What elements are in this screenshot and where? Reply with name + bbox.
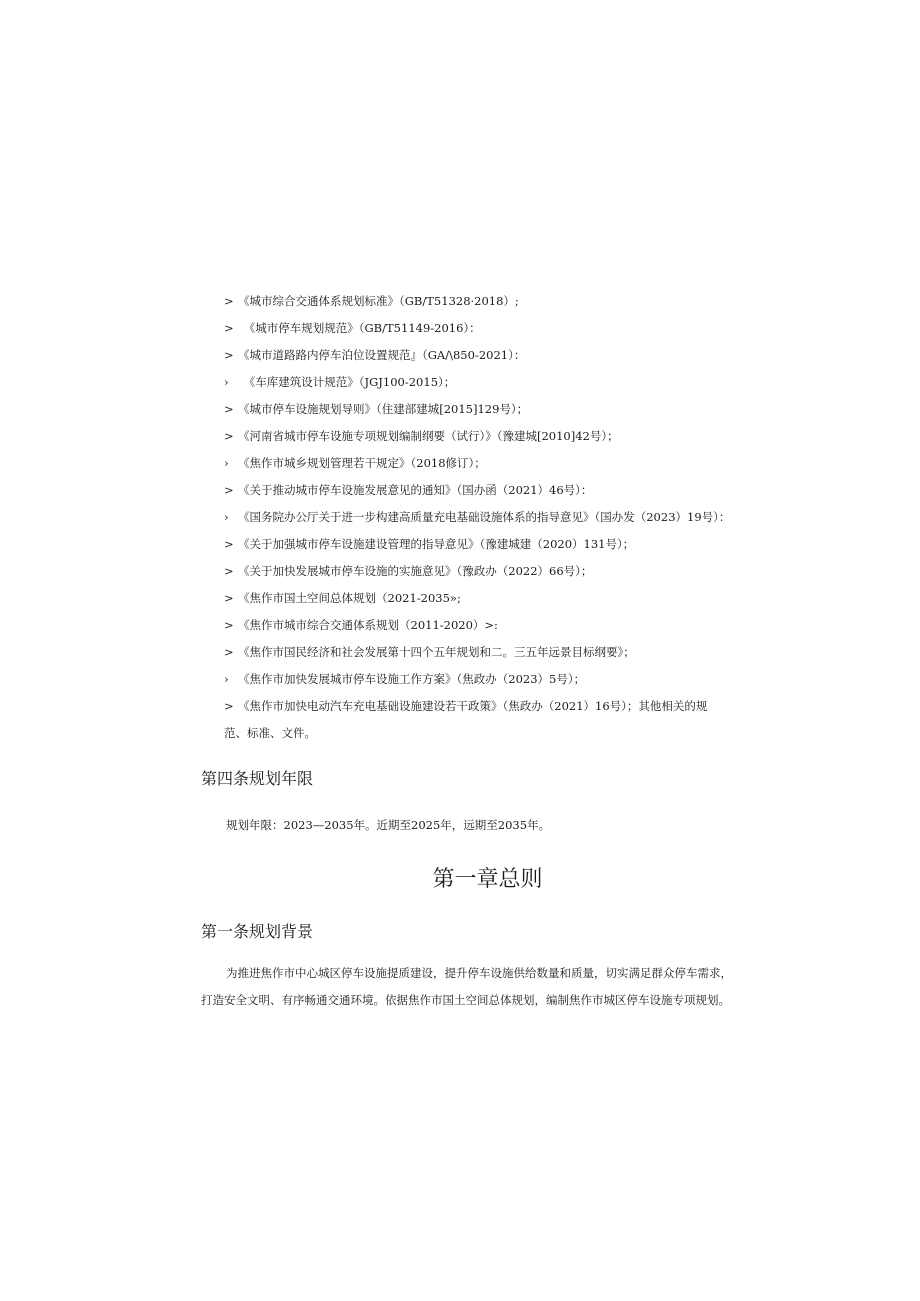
reference-item <box>224 612 784 639</box>
reference-text: 《河南省城市停车设施专项规划编制纲要（试行）》（豫建城[2010]42号）； <box>238 429 619 443</box>
reference-item <box>224 558 784 585</box>
reference-text: 《焦作市城市综合交通体系规划（2011-2020）>: <box>238 618 498 632</box>
reference-item <box>224 450 784 477</box>
section-paragraph: 打造安全文明、有序畅通交通环境。依据焦作市国土空间总体规划，编制焦作市城区停车设施专项规划。 <box>201 993 730 1007</box>
reference-item <box>224 288 784 315</box>
reference-item <box>224 423 784 450</box>
reference-item <box>224 639 784 666</box>
reference-text: 《车库建筑设计规范》（JGJ100-2015）； <box>238 375 456 389</box>
reference-item <box>224 504 784 531</box>
reference-text: 《城市综合交通体系规划标准》（GB/T51328·2018）; <box>238 294 519 308</box>
bullet-marker: > <box>224 537 234 551</box>
reference-text: 《关于加强城市停车设施建设管理的指导意见》（豫建城建（2020）131号）； <box>238 537 635 551</box>
reference-text: 《关于加快发展城市停车设施的实施意见》（豫政办（2022）66号）； <box>238 564 593 578</box>
reference-text: 《城市停车规划规范》（GB/T51149-2016）： <box>238 321 481 335</box>
bullet-marker: › <box>224 456 229 470</box>
bullet-marker: > <box>224 294 234 308</box>
bullet-marker: › <box>224 375 229 389</box>
bullet-marker: > <box>224 699 234 713</box>
reference-item <box>224 585 784 612</box>
reference-item <box>224 342 784 369</box>
section-paragraph: 为推进焦作市中心城区停车设施提质建设，提升停车设施供给数量和质量，切实满足群众停车需求， <box>226 966 732 980</box>
section-heading: 第四条规划年限 <box>201 769 314 788</box>
reference-text: 《关于推动城市停车设施发展意见的通知》（国办函（2021）46号）： <box>238 483 593 497</box>
reference-text: 《焦作市加快发展城市停车设施工作方案》（焦政办（2023）5号）； <box>238 672 586 686</box>
bullet-marker: > <box>224 645 234 659</box>
reference-continuation: 范、标准、文件。 <box>224 726 316 740</box>
reference-text: 《焦作市加快电动汽车充电基础设施建设若干政策》（焦政办（2021）16号）；其他相关的规 <box>238 699 708 713</box>
reference-text: 《城市停车设施规划导则》（住建部建城[2015]129号）； <box>238 402 529 416</box>
bullet-marker: › <box>224 510 229 524</box>
reference-text: 《焦作市国土空间总体规划（2021-2035»; <box>238 591 461 605</box>
bullet-marker: > <box>224 321 234 335</box>
chapter-title: 第一章总则 <box>432 867 543 892</box>
bullet-marker: > <box>224 483 234 497</box>
bullet-marker: > <box>224 348 234 362</box>
bullet-marker: > <box>224 618 234 632</box>
reference-item <box>224 396 784 423</box>
reference-item <box>224 666 784 693</box>
reference-text: 《国务院办公厅关于进一步构建高质量充电基础设施体系的指导意见》（国办发（2023）19号）： <box>238 510 731 524</box>
bullet-marker: > <box>224 429 234 443</box>
reference-list <box>224 288 784 747</box>
reference-item <box>224 369 784 396</box>
bullet-marker: > <box>224 402 234 416</box>
bullet-marker: > <box>224 564 234 578</box>
bullet-marker: > <box>224 591 234 605</box>
reference-item <box>224 477 784 504</box>
reference-text: 《城市道路路内停车泊位设置规范』（GA∕\850-2021）： <box>238 348 526 362</box>
section-paragraph: 规划年限：2023—2035年。近期至2025年，远期至2035年。 <box>226 818 551 832</box>
bullet-marker: › <box>224 672 229 686</box>
reference-item <box>224 693 784 720</box>
reference-item <box>224 315 784 342</box>
reference-item <box>224 531 784 558</box>
reference-text: 《焦作市国民经济和社会发展第十四个五年规划和二。三五年远景目标纲要》； <box>238 645 635 659</box>
section-heading: 第一条规划背景 <box>201 922 314 941</box>
reference-text: 《焦作市城乡规划管理若干规定》（2018修订）； <box>238 456 486 470</box>
